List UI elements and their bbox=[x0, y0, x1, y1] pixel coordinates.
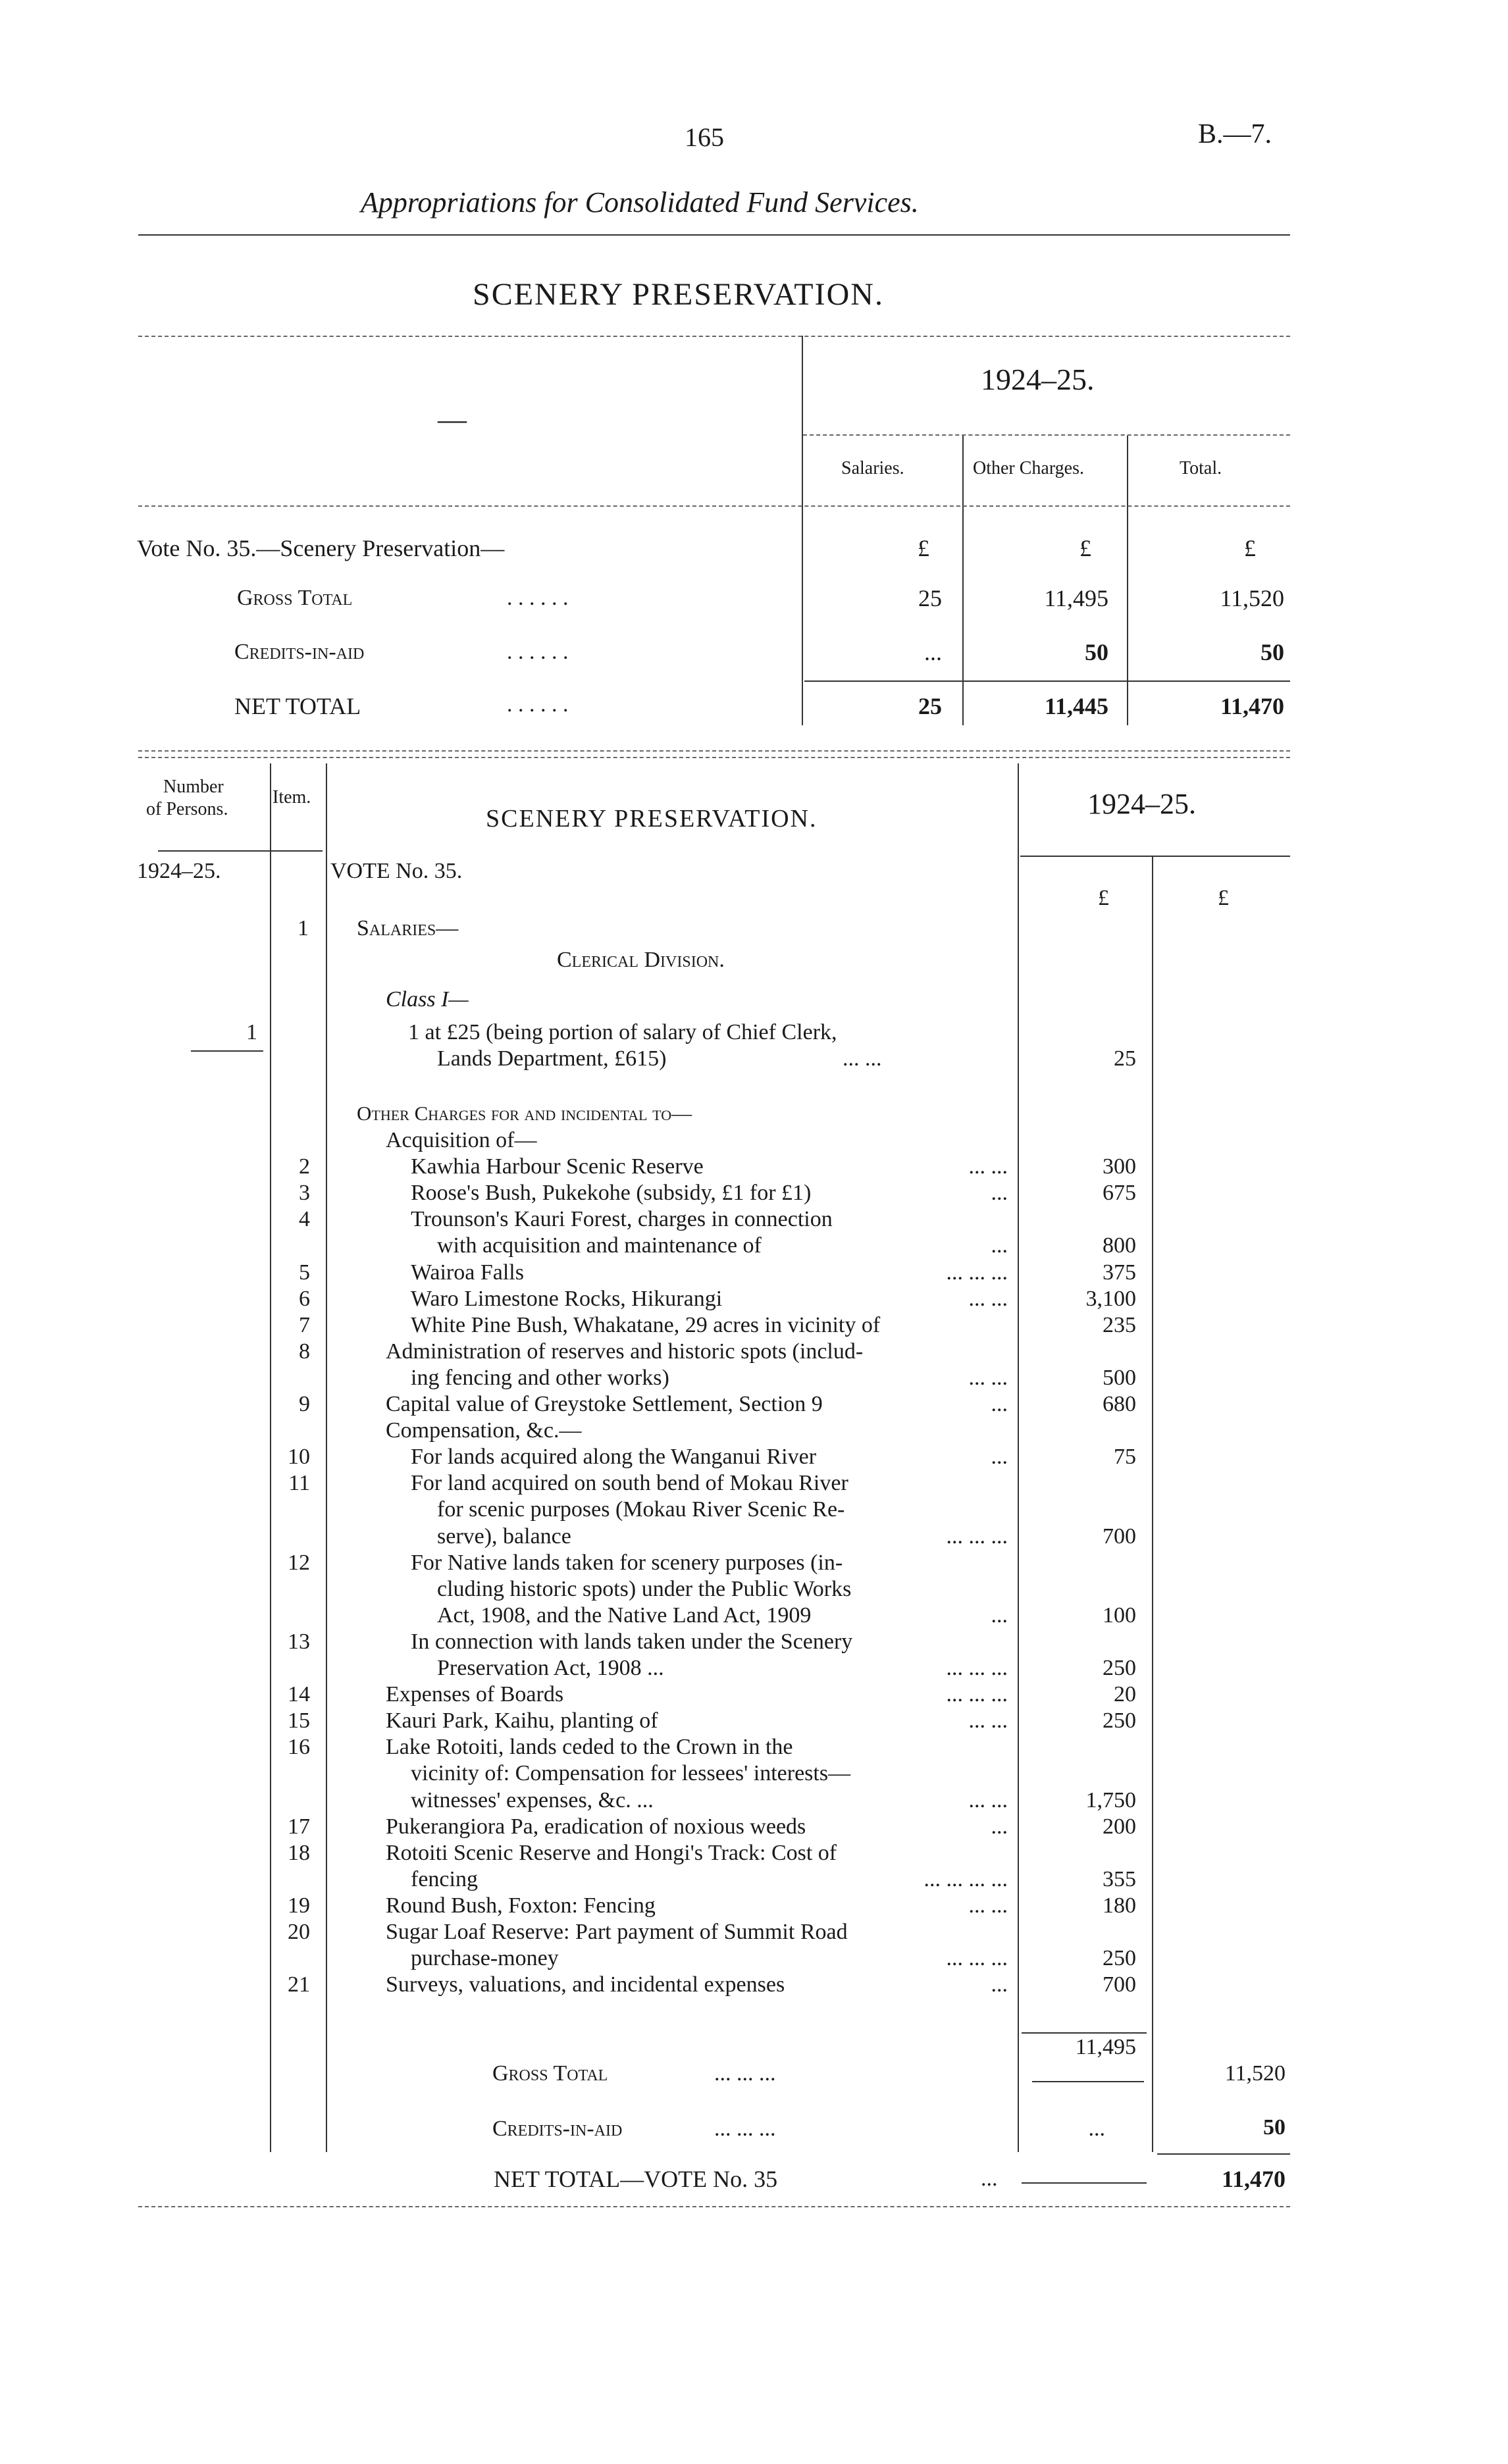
summary-credits-total: 50 bbox=[1261, 639, 1284, 665]
detail-net-total: 11,470 bbox=[1221, 2166, 1286, 2192]
detail-credits-total: 50 bbox=[1263, 2115, 1286, 2140]
page-subtitle: Appropriations for Consolidated Fund Services. bbox=[361, 186, 919, 218]
summary-header-other: Other Charges. bbox=[973, 458, 1084, 478]
line-item-amount: 20 bbox=[1114, 1682, 1136, 1707]
line-item-amount: 680 bbox=[1103, 1392, 1136, 1416]
line-item-amount: 200 bbox=[1103, 1814, 1136, 1839]
line-item-amount: 800 bbox=[1103, 1233, 1136, 1258]
line-item-amount: 250 bbox=[1103, 1946, 1136, 1970]
summary-dash: — bbox=[438, 403, 467, 436]
detail-net-rule bbox=[1157, 2153, 1290, 2155]
line-item-number: 7 bbox=[299, 1313, 310, 1337]
summary-bottom-rule bbox=[138, 750, 1290, 752]
persons-header-line2: of Persons. bbox=[146, 799, 228, 819]
item-header: Item. bbox=[273, 787, 311, 808]
line-item-number: 4 bbox=[299, 1207, 310, 1231]
vote-label: Vote No. 35.—Scenery Preservation— bbox=[137, 535, 505, 561]
persons-header-rule bbox=[158, 850, 323, 852]
line-item-text: In connection with lands taken under the Scenery bbox=[411, 1630, 853, 1654]
summary-net-dots: . . . . . . bbox=[507, 692, 569, 717]
clerical-division: Clerical Division. bbox=[557, 948, 725, 972]
line-item-dots: ... ... bbox=[968, 1893, 1008, 1918]
line-item-text: White Pine Bush, Whakatane, 29 acres in vicinity of bbox=[411, 1313, 881, 1337]
detail-vline-amount1 bbox=[1018, 763, 1019, 2152]
summary-credits-dots: . . . . . . bbox=[507, 640, 569, 664]
summary-net-total: 11,470 bbox=[1220, 693, 1284, 719]
line-item-amount: 1,750 bbox=[1085, 1788, 1136, 1812]
detail-vline-item bbox=[326, 763, 327, 2152]
detail-year: 1924–25. bbox=[1087, 788, 1196, 820]
line-item-number: 2 bbox=[299, 1154, 310, 1179]
line-item-text: Trounson's Kauri Forest, charges in connection bbox=[411, 1207, 833, 1231]
detail-net-mid-rule bbox=[1022, 2182, 1147, 2184]
detail-bottom-rule bbox=[138, 2206, 1290, 2207]
summary-gross-dots: . . . . . . bbox=[507, 586, 569, 610]
line-item-amount: 235 bbox=[1103, 1313, 1136, 1337]
summary-net-salaries: 25 bbox=[918, 693, 942, 719]
header-rule bbox=[138, 234, 1290, 236]
subtotal-rule bbox=[1022, 2032, 1147, 2034]
line-item-text: fencing bbox=[411, 1867, 478, 1891]
line-item-text: Surveys, valuations, and incidental expenses bbox=[386, 1972, 785, 1997]
line-item-text: For Native lands taken for scenery purposes (in- bbox=[411, 1551, 843, 1575]
line-item-number: 16 bbox=[288, 1735, 310, 1759]
class-line2: Lands Department, £615) bbox=[437, 1046, 667, 1071]
summary-credits-salaries: ... bbox=[924, 639, 942, 665]
line-item-amount: 300 bbox=[1103, 1154, 1136, 1179]
summary-gross-total: 11,520 bbox=[1220, 585, 1284, 611]
line-item-text: Preservation Act, 1908 ... bbox=[437, 1656, 664, 1680]
line-item-amount: 355 bbox=[1103, 1867, 1136, 1891]
line-item-text: Rotoiti Scenic Reserve and Hongi's Track: Cost of bbox=[386, 1841, 837, 1865]
page-title: SCENERY PRESERVATION. bbox=[473, 277, 884, 312]
line-item-dots: ... ... bbox=[968, 1287, 1008, 1311]
page-reference: B.—7. bbox=[1198, 119, 1272, 149]
class-persons: 1 bbox=[246, 1020, 257, 1044]
detail-gross-dots: ... ... ... bbox=[714, 2061, 776, 2086]
summary-currency-salaries: £ bbox=[918, 535, 929, 561]
line-item-dots: ... bbox=[991, 1233, 1008, 1258]
line-item-number: 10 bbox=[288, 1445, 310, 1469]
line-item-text: with acquisition and maintenance of bbox=[437, 1233, 762, 1258]
subtotal-amount: 11,495 bbox=[1075, 2035, 1136, 2059]
line-item-number: 6 bbox=[299, 1287, 310, 1311]
summary-header-rule bbox=[138, 505, 1290, 507]
line-item-text: Compensation, &c.— bbox=[386, 1418, 582, 1443]
class-label: Class I— bbox=[386, 987, 469, 1012]
summary-vline-1 bbox=[802, 336, 803, 725]
line-item-number: 3 bbox=[299, 1181, 310, 1205]
detail-gross-label: Gross Total bbox=[492, 2061, 608, 2086]
line-item-amount: 250 bbox=[1103, 1708, 1136, 1733]
summary-header-total: Total. bbox=[1180, 458, 1222, 478]
line-item-amount: 675 bbox=[1103, 1181, 1136, 1205]
line-item-number: 19 bbox=[288, 1893, 310, 1918]
line-item-amount: 3,100 bbox=[1085, 1287, 1136, 1311]
summary-header-salaries: Salaries. bbox=[841, 458, 904, 478]
detail-vline-persons bbox=[270, 763, 271, 2152]
line-item-text: Expenses of Boards bbox=[386, 1682, 564, 1707]
line-item-dots: ... ... bbox=[968, 1154, 1008, 1179]
line-item-text: Lake Rotoiti, lands ceded to the Crown in the bbox=[386, 1735, 793, 1759]
detail-currency-2: £ bbox=[1218, 886, 1229, 910]
line-item-text: Waro Limestone Rocks, Hikurangi bbox=[411, 1287, 723, 1311]
line-item-text: purchase-money bbox=[411, 1946, 559, 1970]
line-item-number: 17 bbox=[288, 1814, 310, 1839]
line-item-text: Acquisition of— bbox=[386, 1128, 537, 1152]
summary-vline-2 bbox=[962, 436, 964, 725]
persons-header-line1: Number bbox=[163, 777, 224, 797]
detail-title: SCENERY PRESERVATION. bbox=[486, 805, 818, 833]
line-item-dots: ... bbox=[991, 1392, 1008, 1416]
page-number: 165 bbox=[685, 122, 724, 152]
line-item-dots: ... ... ... bbox=[946, 1656, 1008, 1680]
line-item-text: Wairoa Falls bbox=[411, 1260, 524, 1285]
summary-gross-label: Gross Total bbox=[237, 586, 353, 610]
line-item-text: ing fencing and other works) bbox=[411, 1366, 669, 1390]
salaries-item: 1 bbox=[298, 916, 309, 940]
line-item-text: Administration of reserves and historic spots (includ- bbox=[386, 1339, 864, 1364]
summary-year: 1924–25. bbox=[981, 363, 1095, 396]
line-item-number: 11 bbox=[288, 1471, 310, 1495]
line-item-number: 20 bbox=[288, 1920, 310, 1944]
line-item-text: for scenic purposes (Mokau River Scenic Re- bbox=[437, 1497, 845, 1522]
line-item-number: 18 bbox=[288, 1841, 310, 1865]
line-item-number: 13 bbox=[288, 1630, 310, 1654]
detail-credits-label: Credits-in-aid bbox=[492, 2117, 623, 2141]
line-item-amount: 375 bbox=[1103, 1260, 1136, 1285]
summary-currency-total: £ bbox=[1244, 535, 1256, 561]
line-item-text: Kauri Park, Kaihu, planting of bbox=[386, 1708, 658, 1733]
line-item-dots: ... ... ... bbox=[946, 1946, 1008, 1970]
line-item-dots: ... bbox=[991, 1814, 1008, 1839]
salaries-label: Salaries— bbox=[357, 916, 459, 940]
vote-number: VOTE No. 35. bbox=[330, 859, 463, 883]
summary-gross-other: 11,495 bbox=[1044, 585, 1108, 611]
line-item-text: Sugar Loaf Reserve: Part payment of Summit Road bbox=[386, 1920, 848, 1944]
line-item-dots: ... bbox=[991, 1445, 1008, 1469]
class-persons-rule bbox=[191, 1050, 263, 1052]
summary-net-rule bbox=[804, 680, 1290, 682]
summary-currency-other: £ bbox=[1079, 535, 1091, 561]
line-item-amount: 180 bbox=[1103, 1893, 1136, 1918]
line-item-amount: 500 bbox=[1103, 1366, 1136, 1390]
line-item-number: 15 bbox=[288, 1708, 310, 1733]
detail-gross-total: 11,520 bbox=[1224, 2061, 1286, 2086]
summary-vline-3 bbox=[1127, 436, 1128, 725]
line-item-dots: ... ... bbox=[968, 1788, 1008, 1812]
summary-credits-other: 50 bbox=[1085, 639, 1108, 665]
line-item-text: serve), balance bbox=[437, 1524, 571, 1549]
detail-credits-dots: ... ... ... bbox=[714, 2117, 776, 2141]
line-item-dots: ... ... ... bbox=[946, 1260, 1008, 1285]
summary-year-rule bbox=[803, 434, 1290, 436]
line-item-dots: ... bbox=[991, 1603, 1008, 1628]
line-item-dots: ... ... ... bbox=[946, 1524, 1008, 1549]
line-item-amount: 75 bbox=[1114, 1445, 1136, 1469]
detail-top-rule bbox=[138, 757, 1290, 758]
detail-net-dots: ... bbox=[981, 2167, 998, 2191]
line-item-dots: ... bbox=[991, 1181, 1008, 1205]
line-item-number: 9 bbox=[299, 1392, 310, 1416]
year-header-rule bbox=[1020, 856, 1290, 857]
summary-net-label: NET TOTAL bbox=[234, 693, 361, 719]
line-item-amount: 100 bbox=[1103, 1603, 1136, 1628]
line-item-dots: ... ... ... bbox=[946, 1682, 1008, 1707]
line-item-text: Round Bush, Foxton: Fencing bbox=[386, 1893, 656, 1918]
summary-credits-label: Credits-in-aid bbox=[234, 640, 365, 664]
line-item-number: 5 bbox=[299, 1260, 310, 1285]
detail-currency-1: £ bbox=[1098, 886, 1109, 910]
detail-net-label: NET TOTAL—VOTE No. 35 bbox=[494, 2166, 778, 2192]
line-item-text: cluding historic spots) under the Public Works bbox=[437, 1577, 852, 1601]
line-item-text: witnesses' expenses, &c. ... bbox=[411, 1788, 654, 1812]
line-item-text: vicinity of: Compensation for lessees' interests— bbox=[411, 1761, 851, 1785]
line-item-amount: 250 bbox=[1103, 1656, 1136, 1680]
line-item-dots: ... ... bbox=[968, 1366, 1008, 1390]
line-item-text: Act, 1908, and the Native Land Act, 1909 bbox=[437, 1603, 812, 1628]
class-line2-dots: ... ... bbox=[843, 1046, 882, 1071]
line-item-text: For lands acquired along the Wanganui River bbox=[411, 1445, 817, 1469]
line-item-number: 12 bbox=[288, 1551, 310, 1575]
line-item-dots: ... bbox=[991, 1972, 1008, 1997]
line-item-text: Kawhia Harbour Scenic Reserve bbox=[411, 1154, 704, 1179]
line-item-number: 8 bbox=[299, 1339, 310, 1364]
persons-year: 1924–25. bbox=[137, 859, 221, 883]
line-item-dots: ... ... ... ... bbox=[923, 1867, 1008, 1891]
line-item-number: 14 bbox=[288, 1682, 310, 1707]
line-item-number: 21 bbox=[288, 1972, 310, 1997]
other-charges-heading: Other Charges for and incidental to— bbox=[357, 1102, 692, 1125]
detail-vline-amount2 bbox=[1152, 856, 1153, 2152]
subtotal-under-rule bbox=[1032, 2081, 1144, 2082]
summary-top-rule bbox=[138, 336, 1290, 337]
line-item-amount: 700 bbox=[1103, 1524, 1136, 1549]
line-item-dots: ... ... bbox=[968, 1708, 1008, 1733]
line-item-text: Pukerangiora Pa, eradication of noxious weeds bbox=[386, 1814, 806, 1839]
line-item-text: For land acquired on south bend of Mokau River bbox=[411, 1471, 848, 1495]
line-item-amount: 700 bbox=[1103, 1972, 1136, 1997]
summary-gross-salaries: 25 bbox=[918, 585, 942, 611]
line-item-text: Roose's Bush, Pukekohe (subsidy, £1 for £1) bbox=[411, 1181, 812, 1205]
detail-credits-col1: ... bbox=[1088, 2117, 1105, 2141]
line-item-text: Capital value of Greystoke Settlement, Section 9 bbox=[386, 1392, 823, 1416]
class-amount: 25 bbox=[1114, 1046, 1136, 1071]
summary-net-other: 11,445 bbox=[1044, 693, 1108, 719]
class-line1: 1 at £25 (being portion of salary of Chief Clerk, bbox=[408, 1020, 837, 1044]
